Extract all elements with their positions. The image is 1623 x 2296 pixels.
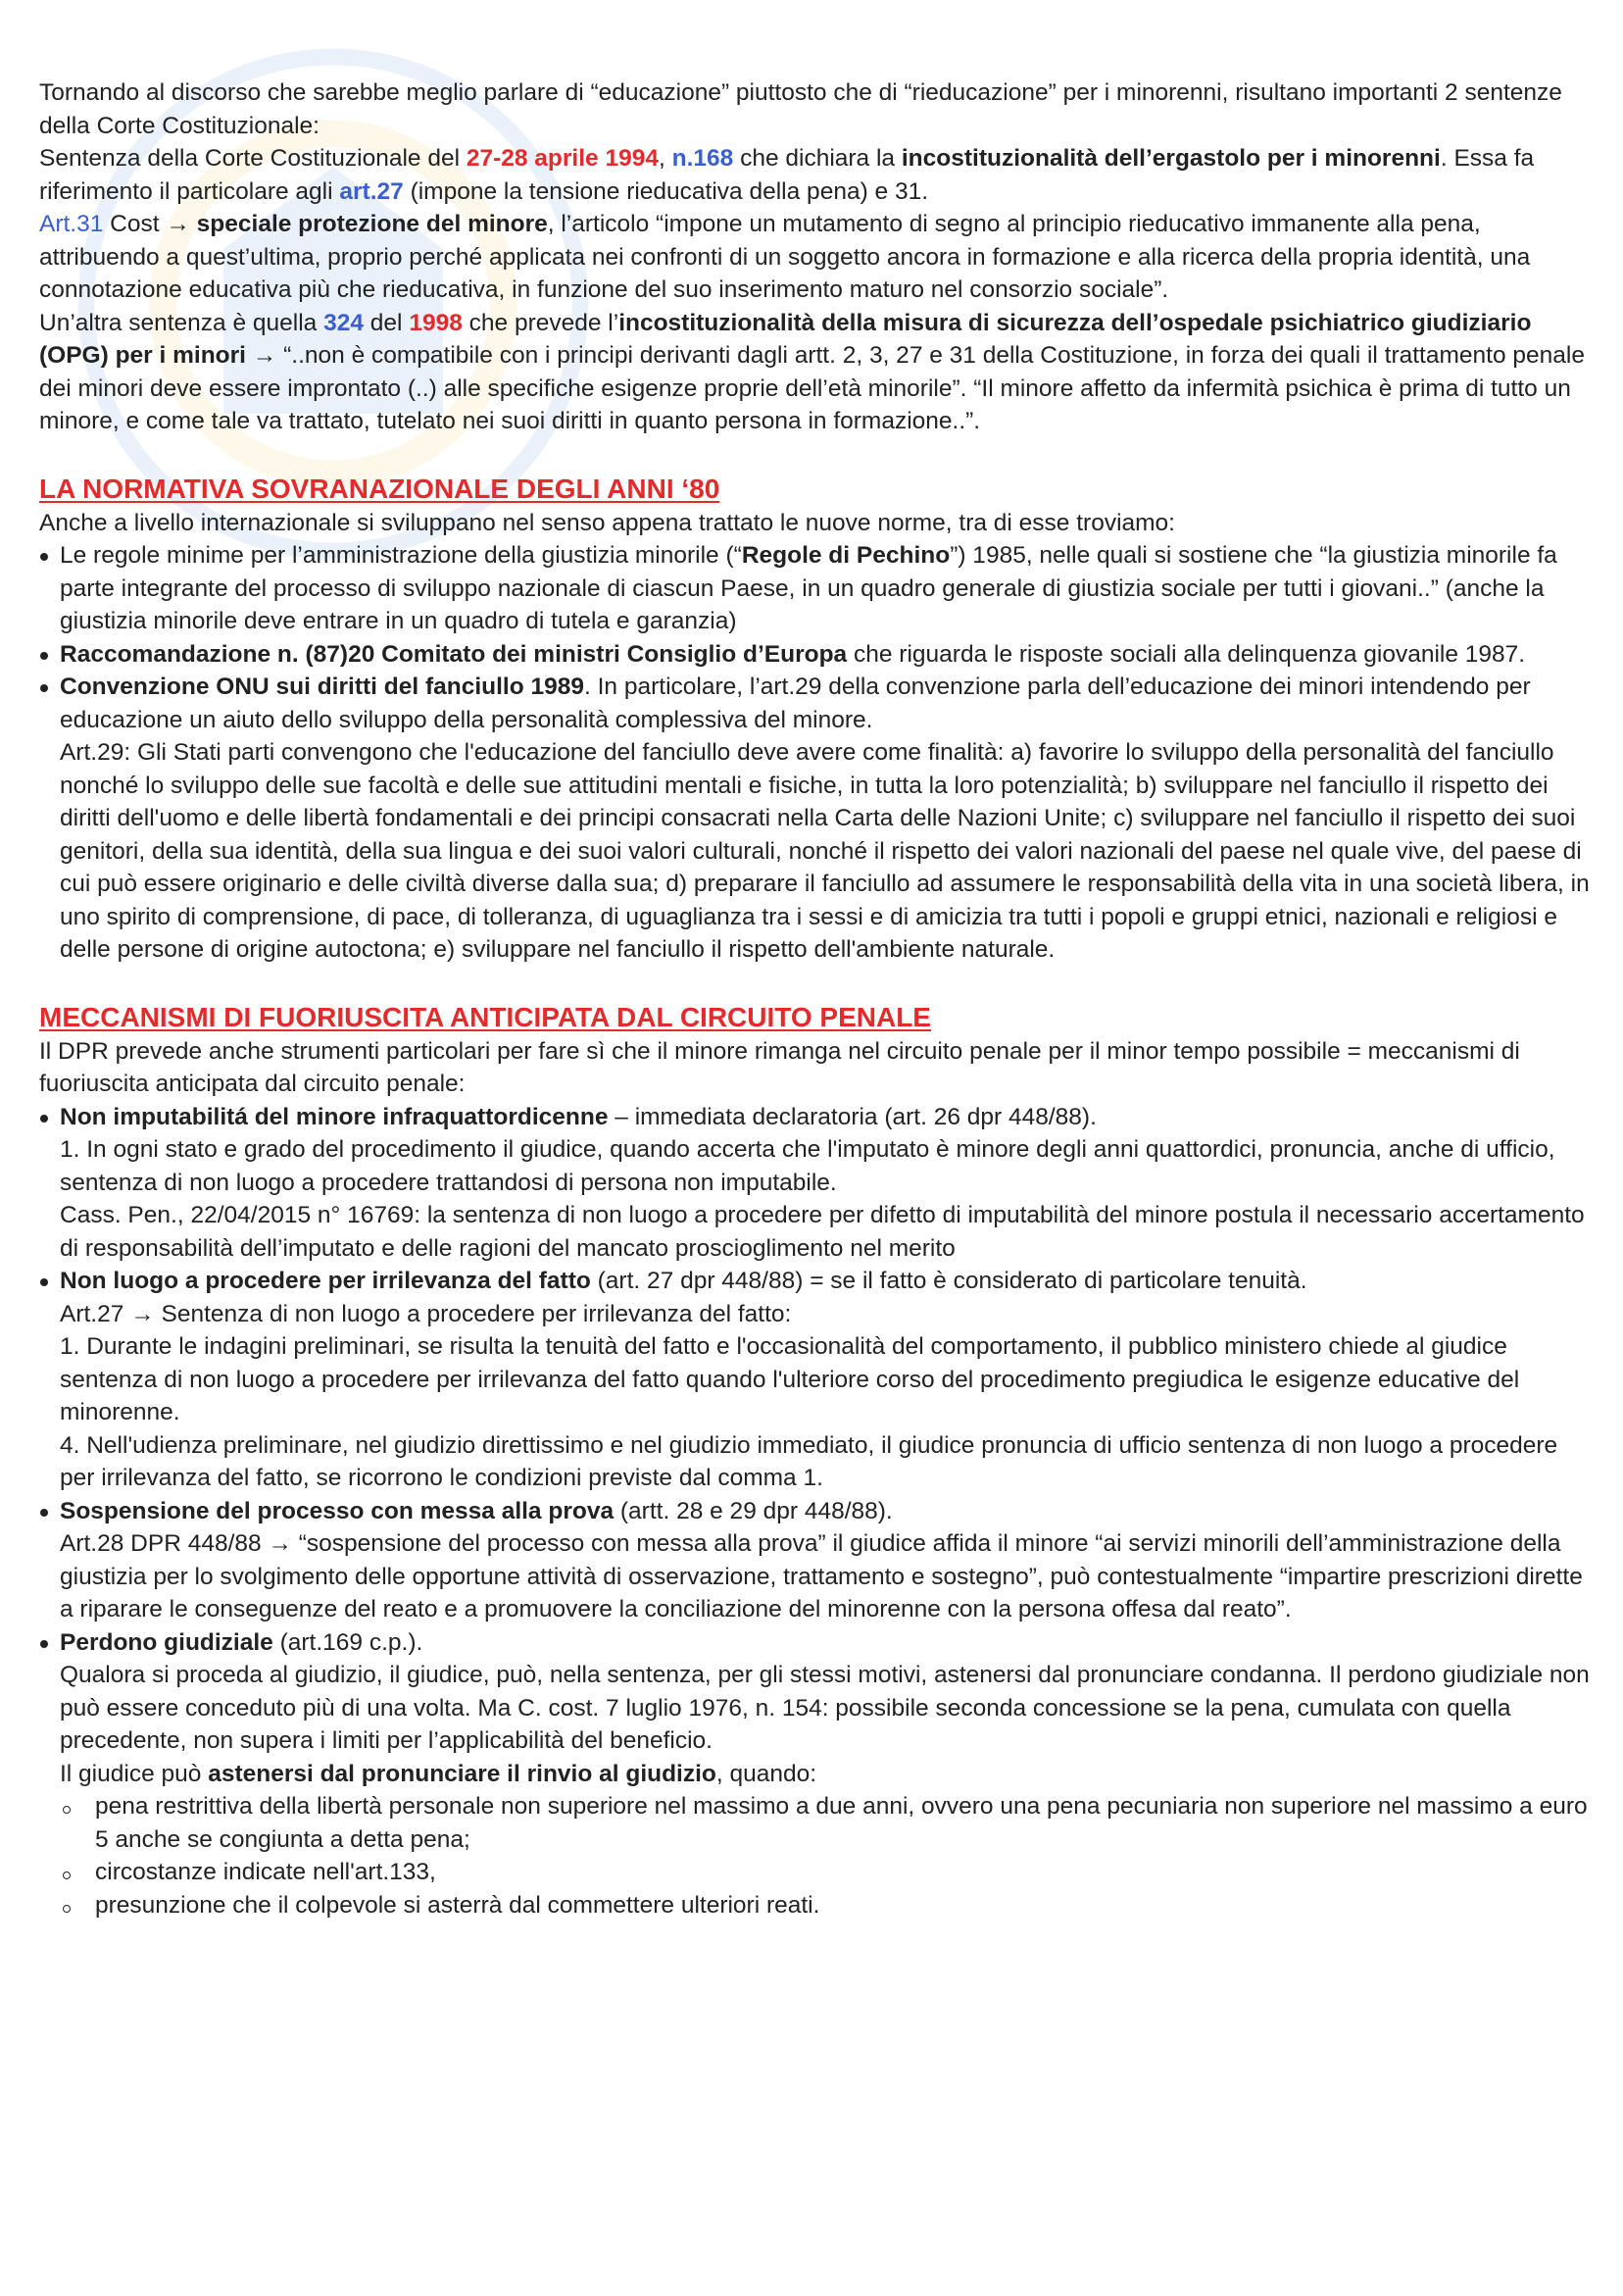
- section3-list: [39, 1101, 1598, 1922]
- article-ref: art.27: [339, 177, 404, 205]
- art31-label: Art.31: [39, 211, 104, 237]
- section-heading-normativa: LA NORMATIVA SOVRANAZIONALE DEGLI ANNI ‘80: [39, 473, 720, 504]
- art31-paragraph: Art.31 Cost → speciale protezione del minore, l’articolo “impone un mutamento di segno al principio rieducativo immanente alla pena, attribuendo a quest’ultima, proprio perché applicata nei confronti di un soggetto ancora in formazione e alla ricerca della propria identità, una connotazione educativa più che rieducativa, in funzione del suo inserimento maturo nel consorzio sociale”.: [39, 211, 1531, 303]
- section2-intro: Anche a livello internazionale si sviluppano nel senso appena trattato le nuove norme, tra di esse troviamo:: [39, 509, 1175, 536]
- section-heading-meccanismi: MECCANISMI DI FUORIUSCITA ANTICIPATA DAL CIRCUITO PENALE: [39, 1001, 931, 1032]
- sentence-number-324: 324: [323, 309, 364, 336]
- list-item: Non luogo a procedere per irrilevanza del fatto (art. 27 dpr 448/88) = se il fatto è considerato di particolare tenuità. Art.27 → Sentenza di non luogo a procedere per irrilevanza del fatto: 1. Durante le indagini preliminari, se risulta la tenuità del fatto e l'occasionalità del comportamento, il pubblico ministero chiede al giudice sentenza di non luogo a procedere per irrilevanza del fatto quando l'ulteriore corso del procedimento pregiudica le esigenze educative del minorenne. 4. Nell'udienza preliminare, nel giudizio direttissimo e nel giudizio immediato, il giudice pronuncia di ufficio sentenza di non luogo a procedere per irrilevanza del fatto, se ricorrono le condizioni previste dal comma 1.: [39, 1265, 1598, 1495]
- sentence-date: 27-28 aprile 1994: [466, 145, 659, 172]
- sentence-1994-paragraph: Sentenza della Corte Costituzionale del 27-28 aprile 1994, n.168 che dichiara la incostituzionalità dell’ergastolo per i minorenni. Essa fa riferimento il particolare agli art.27 (impone la tensione rieducativa della pena) e 31.: [39, 145, 1535, 205]
- list-item: Non imputabilitá del minore infraquattordicenne – immediata declaratoria (art. 26 dpr 448/88). 1. In ogni stato e grado del procedimento il giudice, quando accerta che l'imputato è minore degli anni quattordici, pronuncia, anche di ufficio, sentenza di non luogo a procedere trattandosi di persona non imputabile. Cass. Pen., 22/04/2015 n° 16769: la sentenza di non luogo a procedere per difetto di imputabilità del minore postula il necessario accertamento di responsabilità dell’imputato e delle ragioni del mancato proscioglimento nel merito: [39, 1101, 1598, 1266]
- list-item: Convenzione ONU sui diritti del fanciullo 1989. In particolare, l’art.29 della convenzione parla dell’educazione dei minori intendendo per educazione un aiuto dello sviluppo della personalità complessiva del minore. Art.29: Gli Stati parti convengono che l'educazione del fanciullo deve avere come finalità: a) favorire lo sviluppo della personalità del fanciullo nonché lo sviluppo delle sue facoltà e delle sue attitudini mentali e fisiche, in tutta la loro potenzialità; b) sviluppare nel fanciullo il rispetto dei diritti dell'uomo e delle libertà fondamentali e dei principi consacrati nella Carta delle Nazioni Unite; c) sviluppare nel fanciullo il rispetto dei suoi genitori, della sua identità, della sua lingua e dei suoi valori culturali, nonché il rispetto dei valori nazionali del paese nel quale vive, del paese di cui può essere originario e delle civiltà diverse dalla sua; d) preparare il fanciullo ad assumere le responsabilità della vita in una società libera, in uno spirito di comprensione, di pace, di tolleranza, di uguaglianza tra i sessi e di amicizia tra tutti i popoli e gruppi etnici, nazionali e religiosi e delle persone di origine autoctona; e) sviluppare nel fanciullo il rispetto dell'ambiente naturale.: [39, 671, 1598, 967]
- sentence-number: n.168: [671, 145, 734, 172]
- sub-list: [60, 1790, 1598, 1922]
- sub-list-item: presunzione che il colpevole si asterrà dal commettere ulteriori reati.: [60, 1889, 1598, 1922]
- section2-list: [39, 539, 1598, 967]
- sub-list-item: circostanze indicate nell'art.133,: [60, 1856, 1598, 1889]
- section3-intro: Il DPR prevede anche strumenti particolari per fare sì che il minore rimanga nel circuito penale per il minor tempo possibile = meccanismi di fuoriuscita anticipata dal circuito penale:: [39, 1037, 1520, 1097]
- art29-text: Art.29: Gli Stati parti convengono che l'educazione del fanciullo deve avere come finalità: a) favorire lo sviluppo della personalità del fanciullo nonché lo sviluppo delle sue facoltà e delle sue attitudini mentali e fisiche, in tutta la loro potenzialità; b) sviluppare nel fanciullo il rispetto dei diritti dell'uomo e delle libertà fondamentali e dei principi consacrati nella Carta delle Nazioni Unite; c) sviluppare nel fanciullo il rispetto dei suoi genitori, della sua identità, della sua lingua e dei suoi valori culturali, nonché il rispetto dei valori nazionali del paese nel quale vive, del paese di cui può essere originario e delle civiltà diverse dalla sua; d) preparare il fanciullo ad assumere le responsabilità della vita in una società libera, in uno spirito di comprensione, di pace, di tolleranza, di uguaglianza tra i sessi e di amicizia tra tutti i popoli e gruppi etnici, nazionali e religiosi e delle persone di origine autoctona; e) sviluppare nel fanciullo il rispetto dell'ambiente naturale.: [60, 739, 1590, 963]
- list-item: Perdono giudiziale (art.169 c.p.). Qualora si proceda al giudizio, il giudice, può, nella sentenza, per gli stessi motivi, astenersi dal pronunciare condanna. Il perdono giudiziale non può essere conceduto più di una volta. Ma C. cost. 7 luglio 1976, n. 154: possibile seconda concessione se la pena, cumulata con quella precedente, non supera i limiti per l’applicabilità del beneficio. Il giudice può astenersi dal pronunciare il rinvio al giudizio, quando: pena restrittiva della libertà personale non superiore nel massimo a due anni, ovvero una pena pecuniaria non superiore nel massimo a euro 5 anche se congiunta a detta pena; circostanze indicate nell'art.133, presunzione che il colpevole si asterrà dal commettere ulteriori reati.: [39, 1626, 1598, 1922]
- list-item: Le regole minime per l’amministrazione della giustizia minorile (“Regole di Pechino”) 1985, nelle quali si sostiene che “la giustizia minorile fa parte integrante del processo di sviluppo nazionale di ciascun Paese, in un quadro generale di giustizia sociale per tutti i giovani..” (anche la giustizia minorile deve entrare in un quadro di tutela e garanzia): [39, 539, 1598, 638]
- sub-list-item: pena restrittiva della libertà personale non superiore nel massimo a due anni, ovvero una pena pecuniaria non superiore nel massimo a euro 5 anche se congiunta a detta pena;: [60, 1790, 1598, 1856]
- intro-paragraph: Tornando al discorso che sarebbe meglio parlare di “educazione” piuttosto che di “rieducazione” per i minorenni, risultano importanti 2 sentenze della Corte Costituzionale:: [39, 79, 1562, 139]
- list-item: Sospensione del processo con messa alla prova (artt. 28 e 29 dpr 448/88). Art.28 DPR 448/88 → “sospensione del processo con messa alla prova” il giudice affida il minore “ai servizi minorili dell’amministrazione della giustizia per lo svolgimento delle opportune attività di osservazione, trattamento e sostegno”, può contestualmente “impartire prescrizioni dirette a riparare le conseguenze del reato e a promuovere la conciliazione del minorenne con la persona offesa dal reato”.: [39, 1495, 1598, 1626]
- sentence-1998-paragraph: Un’altra sentenza è quella 324 del 1998 che prevede l’incostituzionalità della misura di sicurezza dell’ospedale psichiatrico giudiziario (OPG) per i minori → “..non è compatibile con i principi derivanti dagli artt. 2, 3, 27 e 31 della Costituzione, in forza dei quali il trattamento penale dei minori deve essere improntato (..) alle specifiche esigenze proprie dell’età minorile”. “Il minore affetto da infermità psichica è prima di tutto un minore, e come tale va trattato, tutelato nei suoi diritti in quanto persona in formazione..”.: [39, 309, 1585, 434]
- document-page: [39, 76, 1598, 1922]
- list-item: Raccomandazione n. (87)20 Comitato dei ministri Consiglio d’Europa che riguarda le risposte sociali alla delinquenza giovanile 1987.: [39, 638, 1598, 672]
- sentence-year-1998: 1998: [409, 309, 463, 336]
